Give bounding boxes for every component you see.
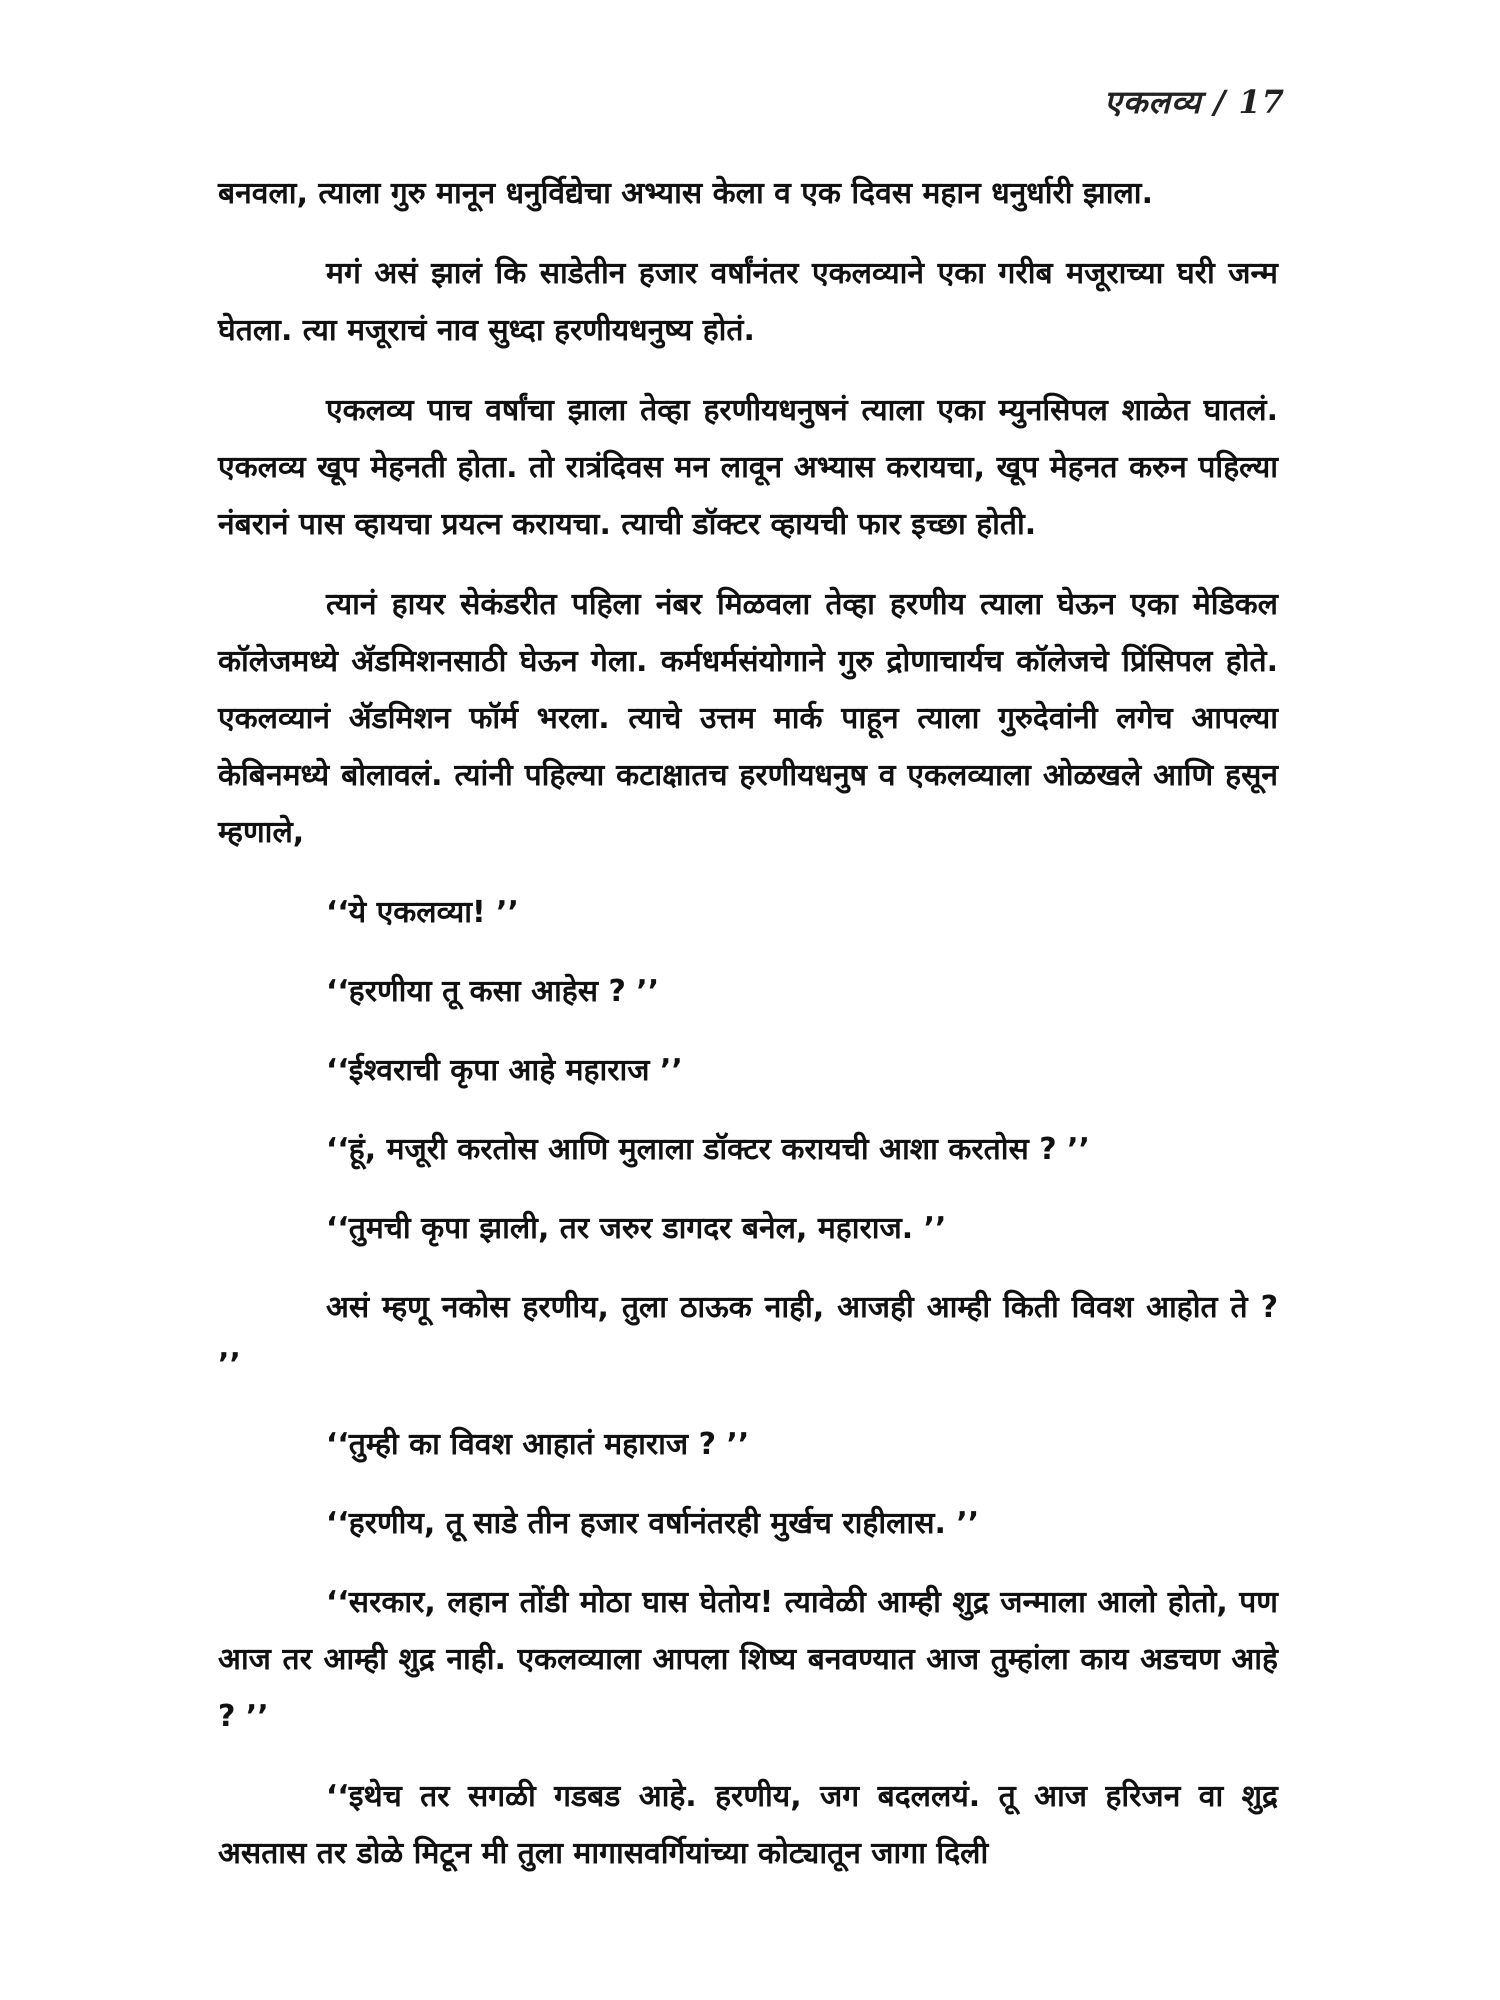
dialogue-line-6: ‘‘तुम्ही का विवश आहातं महाराज ? ’’	[326, 1427, 750, 1462]
dialogue-line-1: ‘‘ये एकलव्या! ’’	[326, 895, 519, 930]
dialogue-line-7: ‘‘हरणीय, तू साडे तीन हजार वर्षानंतरही मुर्खच राहीलास. ’’	[326, 1506, 980, 1541]
body-text	[218, 165, 1278, 1905]
dialogue-line-2: ‘‘हरणीया तू कसा आहेस ? ’’	[326, 974, 660, 1009]
paragraph-5: असं म्हणू नकोस हरणीय, तुला ठाऊक नाही, आजही आम्ही किती विवश आहोत ते ? ’’	[218, 1290, 1278, 1382]
paragraph-2: मगं असं झालं कि साडेतीन हजार वर्षांनंतर एकलव्याने एका गरीब मजूराच्या घरी जन्म घेतला. त्या मजूराचं नाव सुध्दा हरणीयधनुष्य होतं.	[218, 256, 1278, 348]
paragraph-6: ‘‘सरकार, लहान तोंडी मोठा घास घेतोय! त्यावेळी आम्ही शुद्र जन्माला आलो होतो, पण आज तर आम्ही शुद्र नाही. एकलव्याला आपला शिष्य बनवण्यात आज तुम्हांला काय अडचण आहे ? ’’	[218, 1585, 1278, 1734]
paragraph-1: बनवला, त्याला गुरु मानून धनुर्विद्येचा अभ्यास केला व एक दिवस महान धनुर्धारी झाला.	[218, 176, 1153, 211]
running-header: एकलव्य / 17	[1104, 83, 1285, 121]
dialogue-line-3: ‘‘ईश्वराची कृपा आहे महाराज ’’	[326, 1053, 683, 1088]
paragraph-7: ‘‘इथेच तर सगळी गडबड आहे. हरणीय, जग बदललयं. तू आज हरिजन वा शुद्र असतास तर डोळे मिटून मी तुला मागासवर्गियांच्या कोट्यातून जागा दिली	[218, 1779, 1278, 1871]
paragraph-4: त्यानं हायर सेकंडरीत पहिला नंबर मिळवला तेव्हा हरणीय त्याला घेऊन एका मेडिकल कॉलेजमध्ये ॲडमिशनसाठी घेऊन गेला. कर्मधर्मसंयोगाने गुरु द्रोणाचार्यच कॉलेजचे प्रिंसिपल होते. एकलव्यानं ॲडमिशन फॉर्म भरला. त्याचे उत्तम मार्क पाहून त्याला गुरुदेवांनी लगेच आपल्या केबिनमध्ये बोलावलं. त्यांनी पहिल्या कटाक्षातच हरणीयधनुष व एकलव्याला ओळखले आणि हसून म्हणाले,	[218, 587, 1278, 850]
dialogue-line-5: ‘‘तुमची कृपा झाली, तर जरुर डागदर बनेल, महाराज. ’’	[326, 1211, 947, 1246]
paragraph-3: एकलव्य पाच वर्षांचा झाला तेव्हा हरणीयधनुषनं त्याला एका म्युनसिपल शाळेत घातलं. एकलव्य खूप मेहनती होता. तो रात्रंदिवस मन लावून अभ्यास करायचा, खूप मेहनत करुन पहिल्या नंबरानं पास व्हायचा प्रयत्न करायचा. त्याची डॉक्टर व्हायची फार इच्छा होती.	[218, 393, 1278, 542]
dialogue-line-4: ‘‘हूं, मजूरी करतोस आणि मुलाला डॉक्टर करायची आशा करतोस ? ’’	[326, 1132, 1090, 1167]
